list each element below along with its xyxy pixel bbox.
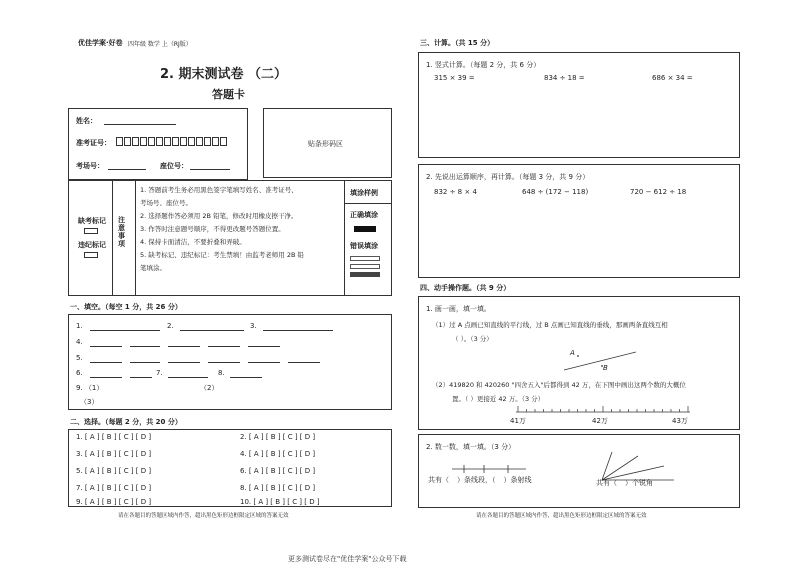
choice-options[interactable]: [ A ] [ B ] [ C ] [ D ]: [84, 433, 152, 441]
note-item: 4. 保持卡面清洁，不要折叠和弄破。: [140, 238, 246, 246]
choice-number: 6.: [240, 467, 247, 475]
violation-mark-label: 违纪标记: [78, 241, 106, 249]
absent-mark-label: 缺考标记: [78, 217, 106, 225]
choice-number: 2.: [240, 433, 247, 441]
fill-q8: 8.: [218, 369, 225, 377]
section1-title: 一、填空。（每空 1 分，共 26 分）: [70, 303, 182, 311]
choice-options[interactable]: [ A ] [ B ] [ C ] [ D ]: [84, 450, 152, 458]
choice-number: 9.: [76, 498, 83, 506]
note-item: 笔填涂。: [140, 264, 166, 272]
choice-options[interactable]: [ A ] [ B ] [ C ] [ D ]: [253, 498, 320, 506]
absent-mark-box[interactable]: [84, 228, 98, 234]
name-label: 姓名：: [76, 117, 97, 125]
choice-options[interactable]: [ A ] [ B ] [ C ] [ D ]: [84, 484, 152, 492]
blank[interactable]: [90, 377, 122, 378]
blank[interactable]: [130, 377, 152, 378]
choice-number: 10.: [240, 498, 252, 506]
calc-q2-item: 648 ÷ (172 − 118): [522, 188, 589, 196]
blank[interactable]: [180, 330, 244, 331]
choice-row-right[interactable]: [240, 498, 320, 506]
choice-options[interactable]: [ A ] [ B ] [ C ] [ D ]: [84, 498, 152, 506]
fill-wrong-label: 错误填涂: [350, 242, 378, 250]
number-line: [514, 404, 694, 416]
section2-title: 二、选择。（每题 2 分，共 20 分）: [70, 418, 182, 426]
blank[interactable]: [230, 377, 262, 378]
violation-mark-box[interactable]: [84, 252, 98, 258]
choice-row-left[interactable]: [76, 450, 151, 458]
left-footer-note: 请在各题目的答题区域内作答，超出黑色矩形边框限定区域的答案无效: [118, 513, 289, 519]
id-digit-boxes[interactable]: [116, 137, 228, 148]
choice-row-left[interactable]: [76, 498, 151, 506]
seat-field[interactable]: [190, 169, 230, 170]
op-q1-sub1-line2: （ ）。（3 分）: [452, 335, 493, 343]
note-item: 1. 答题前考生务必用黑色签字笔填写姓名、准考证号、: [140, 186, 298, 194]
blank[interactable]: [130, 346, 160, 347]
scale-label: 43万: [672, 417, 688, 425]
choice-options[interactable]: [ A ] [ B ] [ C ] [ D ]: [84, 467, 152, 475]
blank[interactable]: [208, 362, 240, 363]
choice-row-right[interactable]: [240, 484, 315, 492]
calc-q1-label: 1. 竖式计算。（每题 2 分，共 6 分）: [426, 61, 541, 69]
fill-q6: 6.: [76, 369, 83, 377]
blank[interactable]: [168, 346, 200, 347]
choice-options[interactable]: [ A ] [ B ] [ C ] [ D ]: [248, 484, 316, 492]
blank[interactable]: [90, 330, 160, 331]
room-field[interactable]: [108, 169, 146, 170]
point-b-label: B: [603, 364, 608, 372]
fill-q3: 3.: [250, 322, 257, 330]
op-q1-sub1-line1: （1）过 A 点画已知直线的平行线，过 B 点画已知直线的垂线，那画两条直线互相: [432, 321, 668, 329]
segment-question: 共有（ ）条线段，（ ）条射线: [428, 476, 532, 484]
section4-title: 四、动手操作题。（共 9 分）: [420, 284, 511, 292]
choice-options[interactable]: [ A ] [ B ] [ C ] [ D ]: [248, 433, 316, 441]
blank[interactable]: [90, 346, 122, 347]
course-label: 四年级 数学 上（RJ版）: [128, 41, 192, 48]
choice-row-right[interactable]: [240, 450, 315, 458]
choice-number: 1.: [76, 433, 83, 441]
fill-q9-1: 9. （1）: [76, 384, 104, 392]
notes-side-label: 注意事项: [118, 216, 125, 248]
note-item: 2. 选择题作答必须用 2B 铅笔，修改时用橡皮擦干净。: [140, 212, 298, 220]
choice-row-left[interactable]: [76, 433, 151, 441]
fill-correct-sample: [354, 226, 376, 232]
fill-q1: 1.: [76, 322, 83, 330]
blank[interactable]: [288, 362, 320, 363]
point-a-label: A: [570, 349, 575, 357]
choice-number: 8.: [240, 484, 247, 492]
fill-q4: 4.: [76, 338, 83, 346]
choice-number: 4.: [240, 450, 247, 458]
blank[interactable]: [208, 346, 240, 347]
scale-label: 42万: [592, 417, 608, 425]
bottom-caption: 更多测试卷尽在"优佳学案"公众号下载: [288, 555, 407, 563]
notes-list: [140, 184, 304, 275]
seat-label: 座位号：: [160, 162, 188, 170]
blank[interactable]: [168, 362, 200, 363]
choice-number: 7.: [76, 484, 83, 492]
note-item: 考场号、座位号。: [140, 199, 192, 207]
calc-q1-item: 686 × 34 =: [652, 74, 693, 82]
choice-number: 3.: [76, 450, 83, 458]
exam-title: 2. 期末测试卷 （二）: [160, 67, 288, 82]
op-q1-label: 1. 画一画，填一填。: [426, 305, 491, 313]
scale-label: 41万: [510, 417, 526, 425]
choice-row-right[interactable]: [240, 467, 315, 475]
fill-correct-label: 正确填涂: [350, 211, 378, 219]
choice-row-left[interactable]: [76, 467, 151, 475]
blank[interactable]: [130, 362, 160, 363]
room-label: 考场号：: [76, 162, 104, 170]
brand-logo: 优佳学案·好卷: [78, 39, 123, 47]
fill-wrong-samples: [350, 256, 386, 277]
note-item: 3. 作答时注意题号顺序，不得更改题号答题位置。: [140, 225, 285, 233]
calc-q1-item: 315 × 39 =: [434, 74, 475, 82]
choice-options[interactable]: [ A ] [ B ] [ C ] [ D ]: [248, 450, 316, 458]
choice-row-right[interactable]: [240, 433, 315, 441]
choice-row-left[interactable]: [76, 484, 151, 492]
op-q1-sub2-line2: 置。（ ）更接近 42 万。（3 分）: [452, 395, 545, 403]
fill-example-title: 填涂样例: [350, 189, 378, 197]
blank[interactable]: [248, 362, 280, 363]
segment-figure: [450, 462, 530, 476]
blank[interactable]: [168, 377, 208, 378]
fill-q9-2: （2）: [200, 384, 219, 392]
blank[interactable]: [248, 346, 280, 347]
id-label: 准考证号：: [76, 139, 111, 147]
fill-q7: 7.: [156, 369, 163, 377]
calc-q2-label: 2. 先说出运算顺序，再计算。（每题 3 分，共 9 分）: [426, 173, 590, 181]
barcode-label: 贴条形码区: [308, 140, 343, 148]
note-item: 5. 缺考标记、违纪标记：考生禁填！由监考老师用 2B 铅: [140, 251, 304, 259]
blank[interactable]: [263, 330, 333, 331]
fill-q9-3: （3）: [80, 398, 99, 406]
exam-subtitle: 答题卡: [212, 88, 245, 101]
op-q2-label: 2. 数一数，填一填。（3 分）: [426, 443, 516, 451]
name-field[interactable]: [104, 124, 176, 125]
calc-q2-item: 720 − 612 ÷ 18: [630, 188, 687, 196]
op-q1-sub2-line1: （2）419820 和 420260 "四舍五入"后都得到 42 万，在下图中画出这两个数的大概位: [432, 381, 686, 389]
calc-q1-item: 834 ÷ 18 =: [544, 74, 585, 82]
fill-q5: 5.: [76, 354, 83, 362]
fill-q2: 2.: [167, 322, 174, 330]
section3-title: 三、计算。（共 15 分）: [420, 39, 495, 47]
choice-options[interactable]: [ A ] [ B ] [ C ] [ D ]: [248, 467, 316, 475]
right-footer-note: 请在各题目的答题区域内作答，超出黑色矩形边框限定区域的答案无效: [476, 513, 647, 519]
choice-number: 5.: [76, 467, 83, 475]
calc-q2-item: 832 ÷ 8 × 4: [434, 188, 477, 196]
angle-question: 共有（ ）个锐角: [596, 479, 653, 487]
blank[interactable]: [90, 362, 122, 363]
